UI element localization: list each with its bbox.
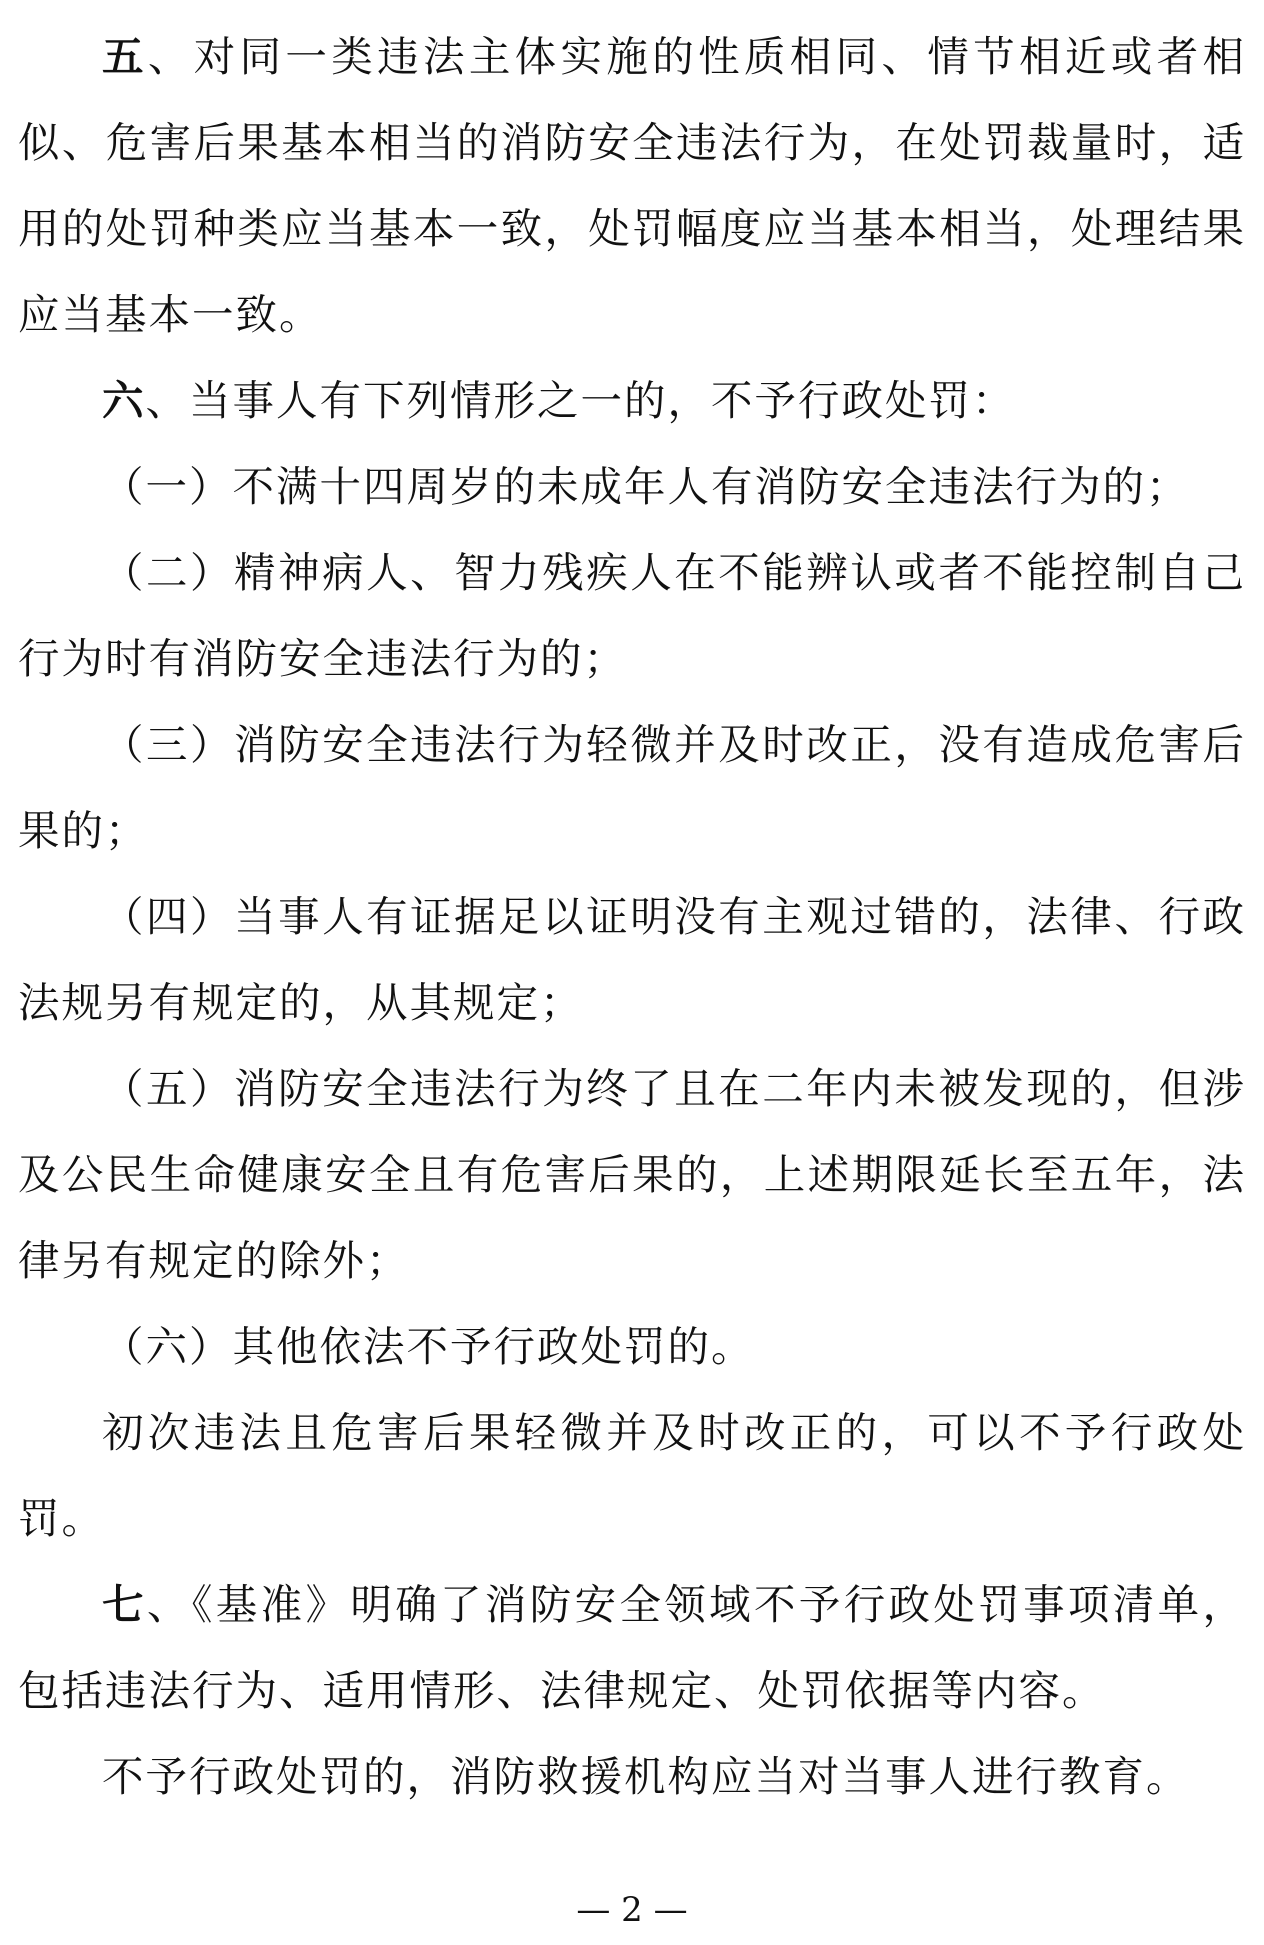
paragraph-text: 不予行政处罚的，消防救援机构应当对当事人进行教育。 <box>102 1752 1190 1801</box>
paragraph-text: 、对同一类违法主体实施的性质相同、情节相近或者相似、危害后果基本相当的消防安全违法行为，在处罚裁量时，适用的处罚种类应当基本一致，处罚幅度应当基本相当，处理结果应当基本一致。 <box>18 32 1246 339</box>
paragraph-lead: 七 <box>102 1580 147 1629</box>
first-offense-paragraph <box>18 1390 1246 1562</box>
list-item-2 <box>18 530 1246 702</box>
paragraph-text: （四）当事人有证据足以证明没有主观过错的，法律、行政法规另有规定的，从其规定； <box>18 892 1246 1027</box>
list-item-1 <box>18 444 1246 530</box>
paragraph-lead: 六 <box>102 376 146 425</box>
document-body <box>18 14 1246 1820</box>
education-paragraph <box>18 1734 1246 1820</box>
paragraph-text: （一）不满十四周岁的未成年人有消防安全违法行为的； <box>102 462 1190 511</box>
paragraph-6 <box>18 358 1246 444</box>
list-item-5 <box>18 1046 1246 1304</box>
page-number: — 2 — <box>576 1890 688 1930</box>
paragraph-text: （二）精神病人、智力残疾人在不能辨认或者不能控制自己行为时有消防安全违法行为的； <box>18 548 1246 683</box>
paragraph-text: （五）消防安全违法行为终了且在二年内未被发现的，但涉及公民生命健康安全且有危害后果的，上述期限延长至五年，法律另有规定的除外； <box>18 1064 1246 1285</box>
paragraph-7 <box>18 1562 1246 1734</box>
paragraph-text: 、当事人有下列情形之一的，不予行政处罚： <box>145 376 1016 425</box>
list-item-3 <box>18 702 1246 874</box>
paragraph-text: （六）其他依法不予行政处罚的。 <box>102 1322 755 1371</box>
list-item-6 <box>18 1304 1246 1390</box>
paragraph-text: （三）消防安全违法行为轻微并及时改正，没有造成危害后果的； <box>18 720 1246 855</box>
paragraph-lead: 五 <box>102 32 148 81</box>
paragraph-text: 初次违法且危害后果轻微并及时改正的，可以不予行政处罚。 <box>18 1408 1246 1543</box>
paragraph-5 <box>18 14 1246 358</box>
paragraph-text: 、《基准》明确了消防安全领域不予行政处罚事项清单，包括违法行为、适用情形、法律规定、处罚依据等内容。 <box>18 1580 1246 1715</box>
list-item-4 <box>18 874 1246 1046</box>
